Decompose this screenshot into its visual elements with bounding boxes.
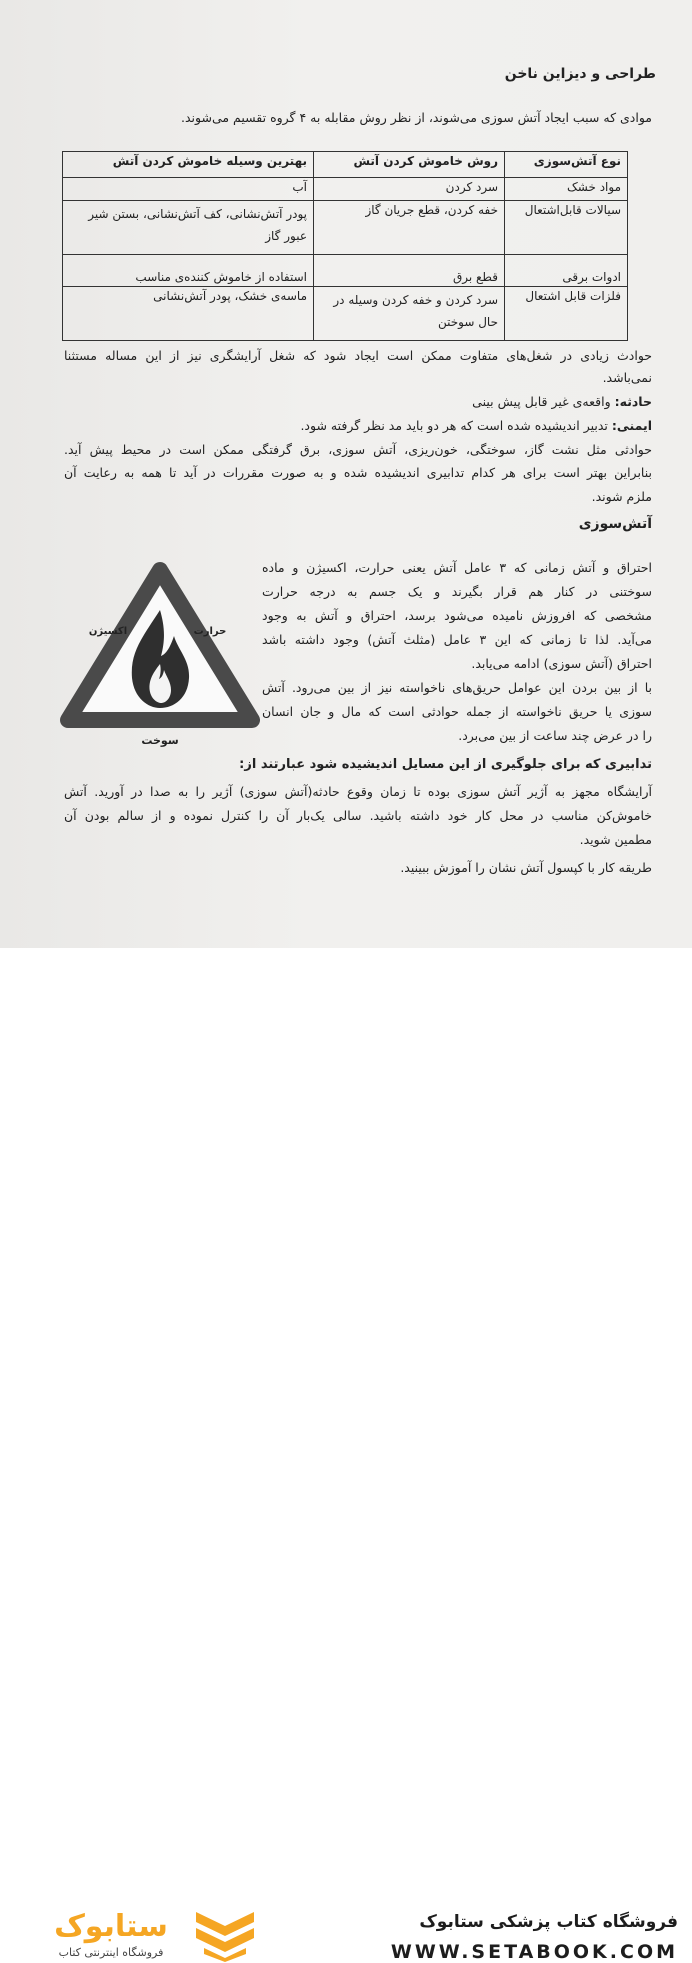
table-header: روش خاموش کردن آتش [314, 152, 505, 178]
paragraph-line: سوختنی در کنار هم قرار بگیرند و یک جسم به درجه حرارت [262, 584, 652, 599]
table-header: نوع آتش‌سوزی [505, 152, 628, 178]
paragraph-line: ملزم شوند. [591, 489, 652, 504]
triangle-label-right: حرارت [193, 626, 227, 637]
paragraph-line: مطمین شوید. [579, 832, 652, 847]
paragraph-line: آرایشگاه مجهز به آژیر آتش سوزی بوده تا زمان وقوع حادثه(آتش سوزی) آژیر را به صدا در آورید. آتش [64, 784, 652, 799]
running-header: طراحی و دیزاین ناخن [504, 66, 656, 82]
paragraph-line: حوادثی مثل نشت گاز، سوختگی، خون‌ریزی، آتش سوزی، برق گرفتگی ممکن است در محیط پیش آید. [64, 442, 652, 457]
table-cell: فلزات قابل اشتعال [505, 286, 628, 340]
paragraph-line: احتراق (آتش سوزی) ادامه می‌یابد. [471, 656, 652, 671]
table-cell: مواد خشک [505, 178, 628, 201]
paragraph-line: سوزی یا حریق ناخواسته از جمله حوادثی است که مال و جان انسان [262, 704, 652, 719]
table-header: بهترین وسیله خاموش کردن آتش [63, 152, 314, 178]
chevron-logo-icon [190, 1906, 260, 1962]
brand-subtitle: فروشگاه اینترنتی کتاب [58, 1946, 164, 1959]
intro-text: موادی که سبب ایجاد آتش سوزی می‌شوند، از نظر روش مقابله به ۴ گروه تقسیم می‌شوند. [181, 110, 652, 125]
triangle-label-bottom: سوخت [141, 734, 179, 747]
triangle-label-left: اکسیژن [88, 626, 128, 637]
paragraph-line: می‌آید. لذا تا زمانی که این ۳ عامل (مثلث آتش) وجود داشته باشد [262, 632, 652, 647]
brand-logo-text: ستابوک [54, 1909, 168, 1944]
paragraph-line: خاموش‌کن مناسب در محل کار خود داشته باشید. سالی یک‌بار آن را کنترل نموده و از سالم بودن آن [64, 808, 652, 823]
table-row [63, 255, 628, 286]
store-footer [0, 948, 692, 1963]
paragraph-line: طریقه کار با کپسول آتش نشان را آموزش ببینید. [400, 860, 652, 875]
paragraph-line: بنابراین بهتر است برای هر کدام تدابیری اندیشیده شده و به صورت مقررات در آید تا همه به رعایت آن [64, 465, 652, 480]
store-url[interactable]: WWW.SETABOOK.COM [390, 1941, 678, 1963]
table-header-row [63, 152, 628, 178]
definition-text: تدبیر اندیشیده شده است که هر دو باید مد نظر گرفته شود. [300, 418, 612, 433]
paragraph-line: را در عرض چند ساعت از بین می‌برد. [458, 728, 652, 743]
table-cell: ادوات برقی [505, 255, 628, 286]
definition-text: واقعه‌ی غیر قابل پیش بینی [472, 394, 615, 409]
paragraph-line: احتراق و آتش زمانی که ۳ عامل آتش یعنی حرارت، اکسیژن و ماده [262, 560, 652, 575]
prevention-heading: تدابیری که برای جلوگیری از این مسایل اندیشیده شود عبارتند از: [239, 757, 652, 772]
table-row [63, 201, 628, 255]
paragraph-line: مشخصی که افروزش نامیده می‌شود برسد، احتراق و آتش به وجود [262, 608, 652, 623]
definition-term: حادثه: [614, 394, 652, 409]
paragraph-line: حوادث زیادی در شغل‌های متفاوت ممکن است ایجاد شود که شغل آرایشگری نیز از این مساله مستثنا [64, 348, 652, 363]
table-cell: استفاده از خاموش کننده‌ی مناسب [63, 255, 314, 286]
table-cell: ماسه‌ی خشک، پودر آتش‌نشانی [63, 286, 314, 340]
table-cell: سرد کردن [314, 178, 505, 201]
table-cell: سرد کردن و خفه کردن وسیله در حال سوختن [314, 286, 505, 340]
definition-accident [472, 394, 652, 409]
table-cell: قطع برق [314, 255, 505, 286]
table-row [63, 178, 628, 201]
section-heading: آتش‌سوزی [578, 516, 652, 532]
book-page [0, 0, 692, 948]
fire-triangle-diagram [60, 560, 260, 750]
definition-safety [300, 418, 652, 433]
definition-term: ایمنی: [611, 418, 652, 433]
table-row [63, 286, 628, 340]
paragraph-line: نمی‌باشد. [602, 370, 652, 385]
table-cell: آب [63, 178, 314, 201]
fire-types-table [62, 151, 628, 341]
table-cell: سیالات قابل‌اشتعال [505, 201, 628, 255]
table-cell: خفه کردن، قطع جریان گاز [314, 201, 505, 255]
table-cell: پودر آتش‌نشانی، کف آتش‌نشانی، بستن شیر عبور گاز [63, 201, 314, 255]
store-name: فروشگاه کتاب پزشکی ستابوک [419, 1912, 678, 1932]
paragraph-line: با از بین بردن این عوامل حریق‌های ناخواسته نیز از بین می‌رود. آتش [262, 680, 652, 695]
